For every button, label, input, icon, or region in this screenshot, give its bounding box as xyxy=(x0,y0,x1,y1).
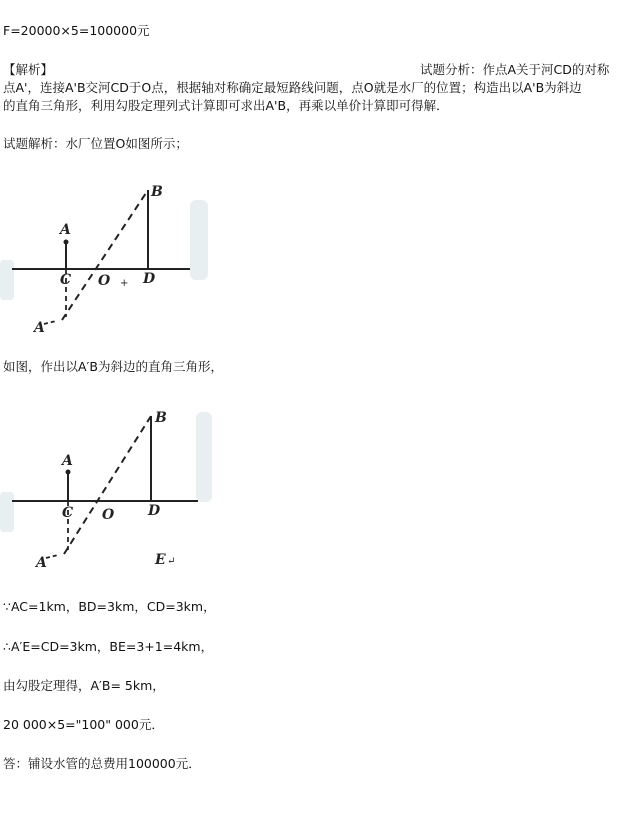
answer-line: 答：铺设水管的总费用100000元． xyxy=(3,756,201,771)
cost-line: 20 000×5="100" 000元． xyxy=(3,717,164,732)
plus-mark: + xyxy=(120,278,129,289)
label-b: B xyxy=(155,410,167,426)
figure-artifact xyxy=(0,492,14,532)
label-c: C xyxy=(60,272,72,288)
analysis-line-2: 点A'，连接A'B交河CD于O点，根据轴对称确定最短路线问题，点O就是水厂的位置；构造出以A'B为斜边 xyxy=(3,80,582,95)
section-label: 【解析】 xyxy=(3,62,54,77)
label-d: D xyxy=(148,503,161,519)
solution-intro: 试题解析：水厂位置O如图所示； xyxy=(3,136,188,151)
figure-artifact xyxy=(196,412,212,502)
a-prime-tick xyxy=(46,555,58,558)
label-a: A xyxy=(62,453,73,469)
label-o: O xyxy=(98,273,111,289)
point-a xyxy=(64,240,69,245)
analysis-line-1: 试题分析：作点A关于河CD的对称 xyxy=(420,62,610,77)
construct-line: 如图，作出以A′B为斜边的直角三角形， xyxy=(3,359,223,374)
figure-water-plant xyxy=(0,170,210,340)
given-line-1: ∵AC=1km，BD=3km，CD=3km， xyxy=(3,599,216,614)
label-d: D xyxy=(143,271,156,287)
label-e: E xyxy=(155,552,166,568)
figure-artifact xyxy=(0,260,14,300)
label-a-prime: A xyxy=(34,320,45,336)
return-mark: ↵ xyxy=(167,556,176,567)
segment-a-prime-b xyxy=(62,190,148,320)
point-a xyxy=(66,470,71,475)
segment-a-prime-b xyxy=(64,416,151,554)
label-c: C xyxy=(62,505,74,521)
analysis-line-3: 的直角三角形，利用勾股定理列式计算即可求出A'B，再乘以单价计算即可得解． xyxy=(3,98,449,113)
given-line-2: ∴A′E=CD=3km，BE=3+1=4km， xyxy=(3,639,214,654)
label-a: A xyxy=(60,222,71,238)
figure-right-triangle xyxy=(0,400,220,580)
label-b: B xyxy=(151,184,163,200)
pythagoras-line: 由勾股定理得，A′B= 5km， xyxy=(3,678,165,693)
label-o: O xyxy=(102,507,115,523)
figure-artifact xyxy=(190,200,208,280)
formula-top: F=20000×5=100000元 xyxy=(3,23,150,38)
a-prime-tick xyxy=(44,321,56,324)
label-a-prime: A xyxy=(36,555,47,571)
